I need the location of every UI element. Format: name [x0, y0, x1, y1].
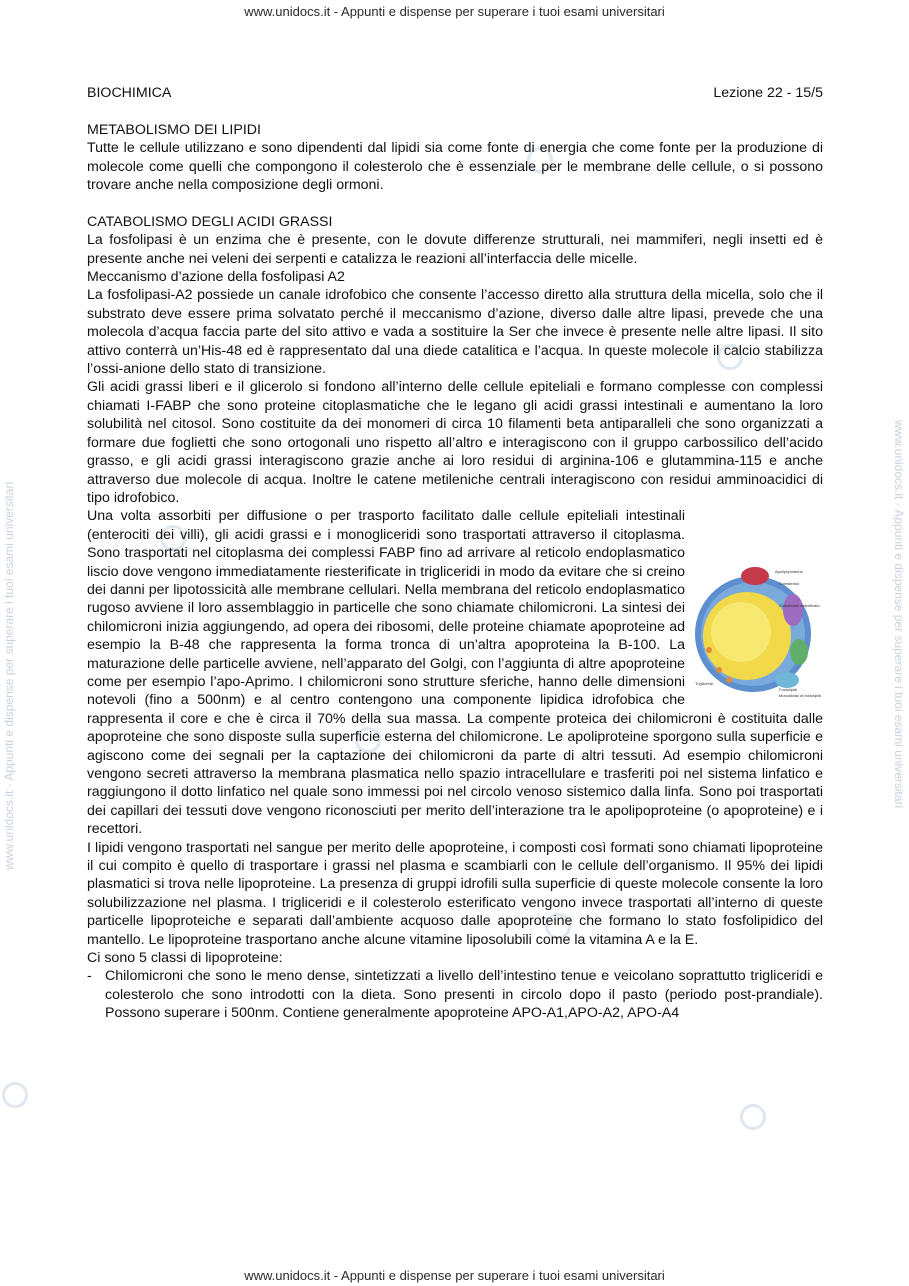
apoprotein — [790, 639, 808, 665]
chylomicron-figure — [695, 515, 823, 705]
paragraph: Ci sono 5 classi di lipoproteine: — [87, 950, 283, 967]
left-watermark: www.unidocs.it - Appunti e dispense per superare i tuoi esami universitari — [2, 481, 16, 870]
apoprotein — [741, 567, 769, 585]
subsection-title: Meccanismo d’azione della fosfolipasi A2 — [87, 269, 345, 286]
paragraph: La fosfolipasi è un enzima che è presente, con le dovute differenze strutturali, nei mammiferi, negli insetti ed è presente anche nei veleni dei serpenti e catalizza le reazioni all’interfaccia delle micelle. — [87, 232, 823, 267]
right-watermark: www.unidocs.it - Appunti e dispense per superare i tuoi esami universitari — [892, 420, 906, 809]
bottom-banner: www.unidocs.it - Appunti e dispense per superare i tuoi esami universitari — [244, 1268, 665, 1283]
figure-label: Fosfolipidi — [779, 687, 798, 693]
figure-label: Trigliceridi — [695, 681, 714, 687]
lesson-label: Lezione 22 - 15/5 — [713, 85, 823, 101]
paragraph: I lipidi vengono trasportati nel sangue per merito delle apoproteine, i composti così formati sono chiamati lipoproteine il cui compito è quello di trasportare i grassi nel plasma e scambiarli con le cellule dell’organismo. Il 95% dei lipidi plasmatici si trova nelle lipoproteine. La presenza di gruppi idrofili sulla superficie di queste molecole consente la loro solubilizzazione nel plasma. I trigliceridi e il colesterolo esterificato vengono invece trasportati all’interno di queste particelle lipoproteiche e separati dall’ambiente acquoso dalle apoproteine che formano lo stato fosfolipidico del mantello. Le lipoproteine trasportano anche alcune vitamine liposolubili come la vitamina A e la E. — [87, 839, 823, 948]
lipoprotein-list — [87, 967, 823, 1022]
figure-label: Apolipoproteine — [775, 569, 803, 575]
apoprotein — [783, 594, 803, 626]
page-header — [87, 84, 823, 102]
section-title: CATABOLISMO DEGLI ACIDI GRASSI — [87, 213, 333, 230]
paragraph: Una volta assorbiti per diffusione o per trasporto facilitato dalle cellule epiteliali intestinali (enterociti dei villi), gli acidi grassi e i monogliceridi sono trasportati attraverso il citoplasma. Sono trasportati nel citoplasma dei complessi FABP fino ad arrivare al reticolo endoplasmatico liscio dove vengono immediatamente riesterificate in trigliceridi in modo da evitare che si creino dei danni per lipotossicità alle membrane cellulari. Nella membrana del reticolo endoplasmatico rugoso avviene il loro assemblaggio in particelle che sono chiamate chilomicroni. La sintesi dei chilomicroni inizia aggiungendo, ad opera dei ribosomi, delle proteine chiamate apoproteine ad esempio la B-48 che rappresenta la forma tronca di un’altra apoproteina la B-100. La maturazione delle particelle avviene, nell’apparato del Golgi, con l’aggiunta di altre apoproteine come per esempio l’apo-Aprimo. I chilomicroni sono strutture sferiche, hanno delle dimensioni notevoli (fino a 500nm) e al centro contengono una componente lipidica idrofobica che rappresenta il core e che è circa il 70% della sua massa. La compente proteica dei chilomicroni è costituita dalle apoproteine che sono disposte sulla superficie esterna del chilomicrone. Le apoliproteine sporgono sulla superficie e agiscono come dei segnali per la captazione dei chilomicroni da parte di altri tessuti. Ad esempio chilomicroni vengono secreti attraverso la membrana plasmatica nello spazio intracellulare e trasferiti poi nel sistema linfatico e raggiungono il dotto linfatico nel quale sono immessi poi nel circolo venoso sistemico dalla linfa. Sono poi trasportati dei capillari dei tessuti dove vengono riconosciuti per merito dell’interazione tra le apolipoproteine (o apoproteine) e i recettori. — [87, 508, 823, 838]
watermark-logo-icon — [2, 1082, 28, 1108]
figure-label: Colesterolo esterificato — [779, 603, 820, 609]
document-body — [87, 84, 823, 1023]
watermark-logo-icon — [740, 1104, 766, 1130]
paragraph: Tutte le cellule utilizzano e sono dipendenti dal lipidi sia come fonte di energia che come fonte per la produzione di molecole come quelli che compongono il colesterolo che è essenziale per le membrane delle cellule, o si possono trovare anche nella composizione degli ormoni. — [87, 140, 823, 194]
figure-label: Colesterolo — [779, 581, 800, 587]
paragraph: La fosfolipasi-A2 possiede un canale idrofobico che consente l’accesso diretto alla struttura della micella, solo che il substrato deve essere prima solvatato perché il meccanismo d’azione, diverso dalle altre lipasi, prevede che una molecola d’acqua faccia parte del sito attivo e vada a sostituire la Ser che invece è presente nelle altre lipasi. Il sito attivo conterrà un’His-48 ed è rappresentato dal una diede catalitica e l’acqua. In queste molecole il calcio stabilizza l’ossi-anione dello stato di transizione. — [87, 287, 823, 378]
top-banner: www.unidocs.it - Appunti e dispense per superare i tuoi esami universitari — [244, 4, 665, 19]
subject-title: BIOCHIMICA — [87, 85, 172, 101]
paragraph: Gli acidi grassi liberi e il glicerolo si fondono all’interno delle cellule epiteliali e formano complesse con complessi chiamati I-FABP che sono proteine citoplasmatiche che le legano gli acidi grassi intestinali e aumentano la loro solubilità nel citosol. Sono costituite da dei monomeri di circa 10 filamenti beta antiparalleli che sono organizzati a formare due foglietti che sono ortogonali uno rispetto all’altro e interagiscono con il gruppo carbossilico dell’acido grasso, e gli acidi grassi interagiscono grazie anche ai loro residui di arginina-106 e glutammina-115 e anche attraverso due molecole di acqua. Inoltre le catene metileniche centrali interagiscono con residui amminoacidici di tipo idrofobico. — [87, 379, 823, 506]
list-item: - Chilomicroni che sono le meno dense, sintetizzati a livello dell’intestino tenue e veicolano soprattutto trigliceridi e colesterolo che sono introdotti con la dieta. Sono presenti in circolo dopo il pasto (periodo post-prandiale). Possono superare i 500nm. Contiene generalmente apoproteine APO-A1,APO-A2, APO-A4 — [87, 967, 823, 1022]
figure-label: Monostrato di fosfolipidi — [779, 693, 822, 699]
section-title: METABOLISMO DEI LIPIDI — [87, 121, 261, 138]
